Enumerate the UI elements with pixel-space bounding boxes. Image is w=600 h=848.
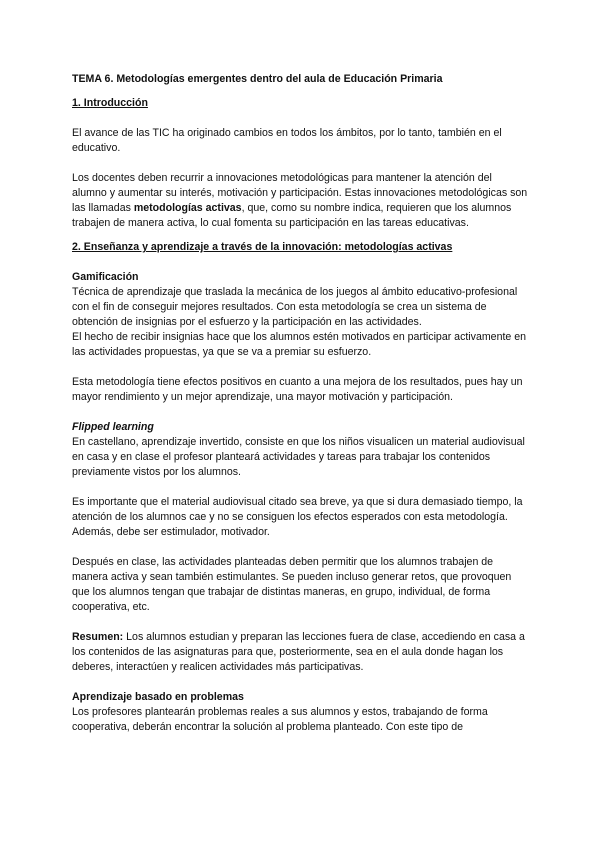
gamification-paragraph-3: Esta metodología tiene efectos positivos en cuanto a una mejora de los resultados, pues hay un mayor rendimiento y un mejor aprendizaje, una mayor motivación y participación. <box>72 376 523 403</box>
flipped-paragraph-3: Después en clase, las actividades planteadas deben permitir que los alumnos trabajen de manera activa y sean también estimulantes. Se pueden incluso generar retos, que provoquen que los alumnos tengan que trabajar de distintas maneras, en grupo, individual, de forma cooperativa, etc. <box>72 556 512 613</box>
intro-p2-text-b: , que, como su nombre indica, requieren que los alumnos trabajen de manera activa, lo cual fomenta su participación en las tareas educativas. <box>72 202 512 229</box>
gamification-paragraph-1: Técnica de aprendizaje que traslada la mecánica de los juegos al ámbito educativo-profesional con el fin de conseguir mejores resultados. Con esta metodología se crea un sistema de obtención de insignias por el esfuerzo y la participación en las actividades. <box>72 286 518 328</box>
intro-paragraph-2 <box>72 171 528 231</box>
intro-p2-text-a: Los docentes deben recurrir a innovaciones metodológicas para mantener la atención del alumno y aumentar su interés, motivación y participación. Estas innovaciones metodológicas son las llamadas <box>72 172 528 214</box>
gamification-heading: Gamificación <box>72 271 139 283</box>
document-title: TEMA 6. Metodologías emergentes dentro del aula de Educación Primaria <box>72 73 443 85</box>
summary-text: Los alumnos estudian y preparan las lecciones fuera de clase, accediendo en casa a los contenidos de las asignaturas para que, posteriormente, sea en el aula donde hagan los deberes, interactúen y realicen actividades más participativas. <box>72 631 525 673</box>
summary-label: Resumen: <box>72 631 124 643</box>
section-1-heading: 1. Introducción <box>72 97 148 109</box>
flipped-paragraph-1: En castellano, aprendizaje invertido, consiste en que los niños visualicen un material audiovisual en casa y en clase el profesor planteará actividades y tareas para trabajar los contenidos previamente vistos por los alumnos. <box>72 436 525 478</box>
pbl-paragraph-1: Los profesores plantearán problemas reales a sus alumnos y estos, trabajando de forma cooperativa, deberán encontrar la solución al problema planteado. Con este tipo de <box>72 706 488 733</box>
gamification-paragraph-2: El hecho de recibir insignias hace que los alumnos estén motivados en participar activamente en las actividades propuestas, ya que se va a premiar su esfuerzo. <box>72 331 527 358</box>
metodologias-activas-term: metodologías activas <box>133 202 242 214</box>
flipped-learning-heading: Flipped learning <box>72 421 154 433</box>
intro-paragraph-1: El avance de las TIC ha originado cambios en todos los ámbitos, por lo tanto, también en el educativo. <box>72 127 502 154</box>
flipped-summary <box>72 630 528 675</box>
flipped-paragraph-2: Es importante que el material audiovisual citado sea breve, ya que si dura demasiado tiempo, la atención de los alumnos cae y no se consiguen los efectos esperados con esta metodología. Además, debe ser estimulador, motivador. <box>72 496 523 538</box>
pbl-heading: Aprendizaje basado en problemas <box>72 691 244 703</box>
section-2-heading: 2. Enseñanza y aprendizaje a través de la innovación: metodologías activas <box>72 241 453 253</box>
document-page <box>72 72 528 735</box>
